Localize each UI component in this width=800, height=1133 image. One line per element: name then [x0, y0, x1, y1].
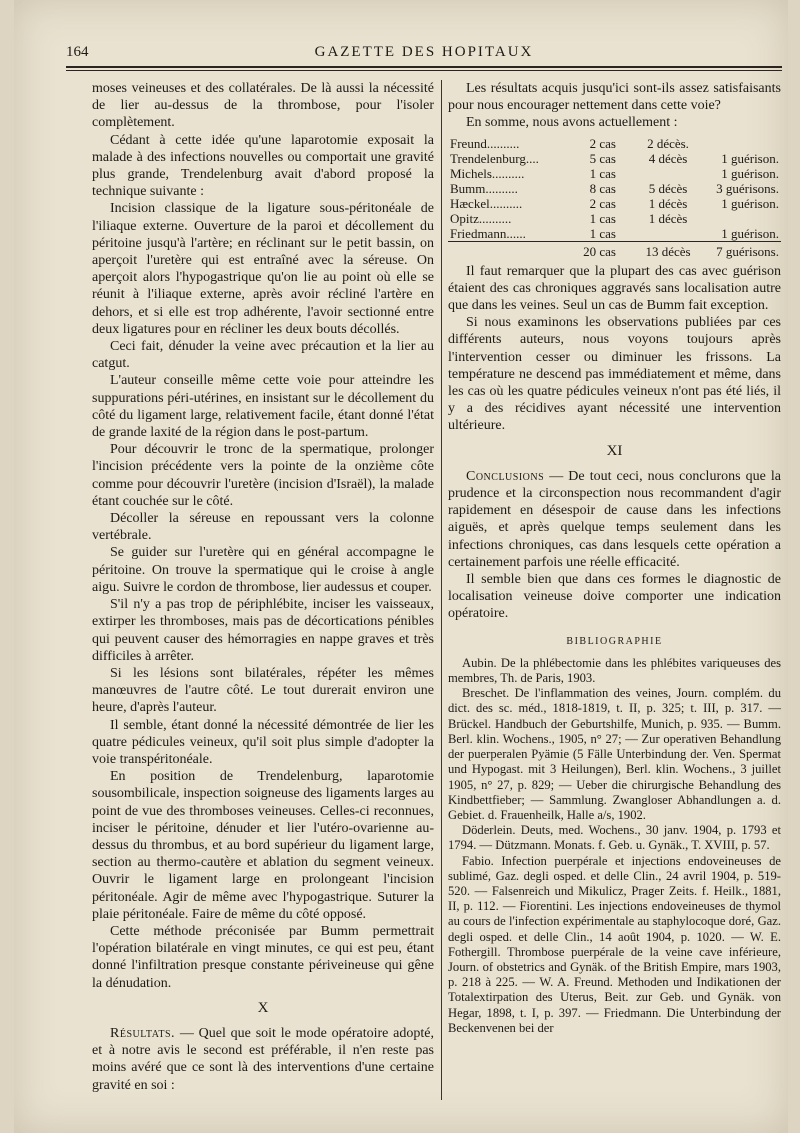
cases-cell: [564, 196, 626, 211]
bibliography: [448, 656, 781, 1036]
bibliography-entry: Aubin. De la phlébectomie dans les phlébites variqueuses des membres, Th. de Paris, 1903.: [448, 655, 781, 686]
cases-cell-cases: 1 cas: [589, 210, 616, 226]
cases-cell: [564, 166, 626, 181]
resultats-lead: Résultats.: [110, 1025, 176, 1041]
author-cell-dots: ..........: [478, 210, 512, 226]
cases-cell: [564, 136, 626, 151]
table-row: [448, 136, 781, 151]
author-cell-dots: ......: [506, 225, 526, 241]
deaths-cell: [626, 226, 710, 242]
deaths-cell: [626, 151, 710, 166]
deaths-cell: [626, 211, 710, 226]
author-cell-name: Freund: [450, 135, 487, 151]
paragraph: Si les lésions sont bilatérales, répéter les mêmes manœuvres de l'autre côté. Le tout durerait environ une heure, d'après l'auteur.: [92, 665, 434, 716]
cured-cell-cured: 1 guérison.: [721, 195, 779, 211]
deaths-cell: [626, 196, 710, 211]
cured-cell-cured: 1 guérison.: [721, 150, 779, 166]
cases-cell-cases: 5 cas: [589, 150, 616, 166]
cases-cell-cases: 1 cas: [589, 225, 616, 241]
author-cell: [448, 151, 564, 166]
total-cell: 7 guérisons.: [710, 241, 781, 259]
author-cell: [448, 196, 564, 211]
cured-cell-cured: 3 guérisons.: [716, 180, 779, 196]
conclusions-text: — De tout ceci, nous conclurons que la prudence et la circonspection nous recommandent d'agir rapidement en désespoir de cause dans les infections aiguës, et après quelque temps seulement dans les infections chroniques, cas dans lesquels cette opération a certainement parfois une réelle efficacité.: [448, 468, 781, 570]
left-column: [92, 80, 434, 1094]
author-cell-dots: ..........: [486, 135, 520, 151]
bibliography-entry: Döderlein. Deuts, med. Wochens., 30 janv. 1904, p. 1793 et 1794. — Dützmann. Monats. f. Geb. u. Gynäk., T. XVIII, p. 57.: [448, 823, 781, 853]
author-cell: [448, 136, 564, 151]
resultats-paragraph: [92, 1025, 434, 1094]
paragraph: Cédant à cette idée qu'une laparotomie exposait la malade à des infections nouvelles ou comportait une gravité plus grande, Trendelenburg avait d'abord proposé la technique suivante :: [92, 132, 434, 200]
deaths-cell-deaths: 5 décès: [648, 180, 688, 196]
cases-cell: [564, 211, 626, 226]
author-cell-name: Hæckel: [450, 195, 490, 211]
cases-cell-cases: 2 cas: [589, 135, 616, 151]
section-heading-xi: XI: [606, 442, 623, 459]
cases-cell: [564, 181, 626, 196]
results-table: [448, 136, 781, 259]
author-cell-name: Trendelenburg: [450, 150, 526, 166]
bibliography-entry: Breschet. De l'inflammation des veines, Journ. complém. du dict. des sc. méd., 1818-1819, t. II, p. 325; t. III, p. 317. — Brückel. Handbuch der Geburtshilfe, Munich, p. 935. — Bumm. Berl. klin. Wochens., 1905, n° 27; — Zur operativen Behandlung der puerperalen Pyämie (5 Fälle Unterbindung der. Ven. Spermat und Hypogast. mit 3 Heilungen), Berl. klin. Wochens., 3 juillet 1905, n° 27, p. 829; — Ueber die chirurgische Behandlung des Kindbettfieber; — Sammlung. Zwangloser Abhandlungen a. d. Gebiet. d. Frauenheilk, Halle a/s, 1902.: [448, 686, 781, 822]
paragraph: L'auteur conseille même cette voie pour atteindre les suppurations péri-utérines, en insistant sur le décollement du côté du ligament large, relativement facile, étant donné l'état de grande laxité de la région dans le post-partum.: [92, 373, 434, 441]
cured-cell: [710, 181, 781, 196]
author-cell-name: Bumm: [450, 180, 486, 196]
header-rule-thick: [66, 66, 782, 68]
conclusions-paragraph: [448, 468, 781, 571]
author-cell: [448, 166, 564, 181]
page-header: [66, 44, 782, 64]
deaths-cell: [626, 166, 710, 181]
paragraph: Se guider sur l'uretère qui en général accompagne le péritoine. On trouve la spermatique qui le croise à angle aigu. Suivre le cordon de thrombose, lier audessus et couper.: [92, 545, 434, 595]
author-cell-dots: ..........: [491, 165, 525, 181]
cured-cell: [710, 226, 781, 242]
cured-cell: [710, 211, 781, 226]
table-row: [448, 181, 781, 196]
header-rule-thin: [66, 70, 782, 71]
total-cell: 13 décès: [626, 241, 710, 259]
cured-cell: [710, 196, 781, 211]
paragraph: Il faut remarquer que la plupart des cas avec guérison étaient des cas chroniques aggravés sans localisation autre que dans les veines. Seul un cas de Bumm fait exception.: [448, 263, 781, 314]
cured-cell: [710, 166, 781, 181]
paragraph: Les résultats acquis jusqu'ici sont-ils assez satisfaisants pour nous encourager nettement dans cette voie?: [448, 81, 781, 114]
table-row: [448, 151, 781, 166]
cured-cell-cured: 1 guérison.: [721, 225, 779, 241]
cases-cell: [564, 151, 626, 166]
resultats-text: — Quel que soit le mode opératoire adopté, et à notre avis le second est préférable, il n'en reste pas moins avéré que ce sont là des interventions d'une certaine gravité en soi :: [92, 1025, 434, 1093]
conclusions-lead: Conclusions: [466, 468, 545, 484]
paragraph: Pour découvrir le tronc de la spermatique, prolonger l'incision précédente vers la pointe de la onzième côte comme pour découvrir l'uretère (incision d'Israël), la malade étant couchée sur le côté.: [92, 442, 434, 509]
author-cell: [448, 211, 564, 226]
bibliography-entry: Fabio. Infection puerpérale et injections endoveineuses de sublimé, Gaz. degli osped. et delle Clin., 24 avril 1904, p. 519-520. — Falsenreich und Mikulicz, Prager Zeits. f. Heilk., 1881, II, p. 112. — Fiorentini. Les injections endoveineuses de thymol au cours de l'infection expérimentale au staphylocoque doré, Gaz. degli osped. et delle Clin., 14 août 1904, p. 1020. — W. E. Fothergill. Thrombose puerpérale de la veine cave inférieure, Journ. of obstetrics and Gynäk. of the British Empire, mars 1903, p. 218 à 225. — W. A. Freund. Methoden und Indikationen der Totalextirpation des Uterus, Beit. zur Geb. und Gynäk. von Hegar, 1898, t. I, p. 397. — Friedmann. Die Unterbindung der Beckenvenen bei der: [448, 853, 781, 1035]
bibliography-title: BIBLIOGRAPHIE: [566, 635, 663, 647]
deaths-cell-deaths: 1 décès: [648, 195, 688, 211]
total-cell: [448, 241, 564, 259]
paragraph: Incision classique de la ligature sous-péritonéale de l'iliaque externe. Ouverture de la paroi et décollement du péritoine jusqu'à l'artère; en réclinant sur le petit bassin, on aperçoit l'uretère qui est entraîné avec la séreuse. On aperçoit alors l'hypogastrique qu'on lie au point où elle se réunit à l'iliaque externe, après avoir récliné l'artère en dehors, et si elle est trop adhérente, l'avoir sectionné entre deux ligatures pour en récliner les deux bouts décollés.: [92, 201, 434, 337]
author-cell-name: Michels: [450, 165, 492, 181]
table-row: [448, 226, 781, 242]
author-cell-dots: ..........: [489, 195, 523, 211]
table-row: [448, 211, 781, 226]
author-cell: [448, 226, 564, 242]
cases-cell-cases: 2 cas: [589, 195, 616, 211]
paragraph: Il semble, étant donné la nécessité démontrée de lier les quatre pédicules veineux, qu'il soit plus simple d'adopter la voie transpéritonéale.: [92, 717, 434, 767]
deaths-cell-deaths: 4 décès: [648, 150, 688, 166]
cured-cell: [710, 151, 781, 166]
author-cell: [448, 181, 564, 196]
cured-cell: [710, 136, 781, 151]
section-heading-x: X: [257, 999, 269, 1016]
column-divider: [441, 80, 442, 1100]
paragraph: Cette méthode préconisée par Bumm permettrait l'opération bilatérale en vingt minutes, ce qui est peu, étant donné l'infiltration presque constante périveineuse qui gêne la dénudation.: [92, 923, 434, 991]
cured-cell-cured: 1 guérison.: [721, 165, 779, 181]
right-column: [448, 80, 781, 1036]
total-cell: 20 cas: [564, 241, 626, 259]
paragraph: S'il n'y a pas trop de périphlébite, inciser les vaisseaux, extirper les thromboses, mais pas de décortications pénibles qui peuvent causer des hémorragies en nappe graves et très difficiles à arrêter.: [92, 597, 434, 664]
deaths-cell: [626, 181, 710, 196]
deaths-cell: [626, 136, 710, 151]
author-cell-dots: ..........: [485, 180, 518, 196]
author-cell-name: Opitz: [450, 210, 479, 226]
author-cell-name: Friedmann: [450, 225, 507, 241]
deaths-cell-deaths: 2 décès.: [647, 135, 689, 151]
cases-cell: [564, 226, 626, 242]
paragraph: moses veineuses et des collatérales. De là aussi la nécessité de lier au-dessus de la thrombose, pour l'isoler complètement.: [92, 81, 434, 131]
cases-cell-cases: 1 cas: [589, 165, 616, 181]
table-total-row: [448, 241, 781, 259]
paragraph: Si nous examinons les observations publiées par ces différents auteurs, nous voyons toujours après l'intervention cesser ou diminuer les frissons. La température ne descend pas immédiatement et même, dans les cas où les quatre pédicules veineux n'ont pas été liés, il y a des récidives ayant nécessité une intervention ultérieure.: [448, 315, 781, 434]
paragraph: Ceci fait, dénuder la veine avec précaution et la lier au catgut.: [92, 339, 434, 372]
table-row: [448, 166, 781, 181]
deaths-cell-deaths: 1 décès: [648, 210, 688, 226]
paragraph: En somme, nous avons actuellement :: [466, 115, 678, 131]
paragraph: Décoller la séreuse en repoussant vers la colonne vertébrale.: [92, 511, 434, 544]
author-cell-dots: ....: [525, 150, 539, 166]
paragraph: En position de Trendelenburg, laparotomie sousombilicale, inspection soigneuse des ligaments larges au point de vue des thromboses veineuses. Celles-ci reconnues, inciser le péritoine, dénuder et lier l'utéro-ovarienne au-dessus du thrombus, et au bord supérieur du ligament large, section au thermo-cautère et ablation du segment veineux. Ouvrir le ligament large en prolongeant l'incision péritonéale. Agir de même avec l'hypogastrique. Suturer la plaie péritonéale. Faire de même du côté opposé.: [92, 769, 434, 922]
cases-cell-cases: 8 cas: [589, 180, 616, 196]
journal-title: GAZETTE DES HOPITAUX: [314, 44, 534, 60]
paragraph: Il semble bien que dans ces formes le diagnostic de localisation veineuse doive comporter une indication opératoire.: [448, 572, 781, 622]
table-row: [448, 196, 781, 211]
page-number: 164: [66, 44, 89, 60]
